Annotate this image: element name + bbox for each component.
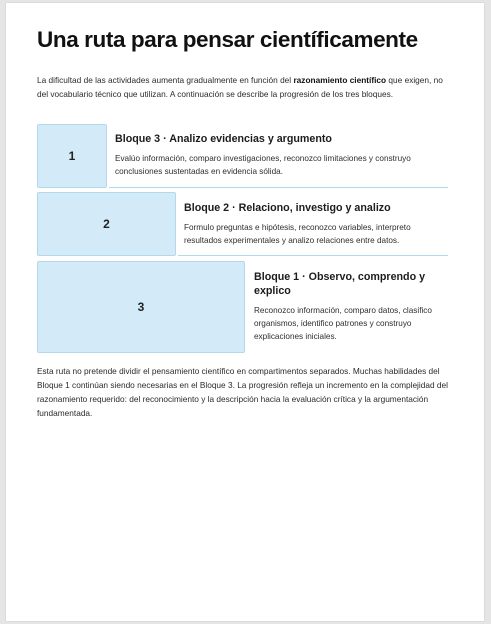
step-1-number: 1 [68, 149, 76, 163]
step-2-divider [178, 255, 448, 256]
step-1-box [37, 124, 107, 188]
step-1-title: Bloque 3 · Analizo evidencias y argumento [115, 133, 332, 145]
step-1-text [115, 132, 449, 178]
intro-text-start: La dificultad de las actividades aumenta gradualmente en función del [37, 75, 294, 85]
intro-text-end: que exigen, no del vocabulario técnico que utilizan. A continuación se describe la progresión de los tres bloques. [37, 75, 443, 99]
step-2-description: Formulo preguntas e hipótesis, reconozco variables, interpreto resultados experimentales y analizo relaciones entre datos. [184, 223, 411, 246]
step-3-number: 3 [137, 300, 145, 314]
step-2-box [37, 192, 176, 256]
closing-paragraph: Esta ruta no pretende dividir el pensamiento científico en compartimentos separados. Muchas habilidades del Bloque 1 continúan siendo necesarias en el Bloque 3. La progresión refleja un incremento en la complejidad del razonamiento requerido: del reconocimiento y la descripción hacia la evaluación crítica y la argumentación fundamentada. [37, 366, 448, 418]
document-page [6, 3, 484, 621]
page-title: Una ruta para pensar científicamente [37, 27, 418, 52]
step-2-title: Bloque 2 · Relaciono, investigo y analizo [184, 202, 391, 214]
step-3-box [37, 261, 245, 353]
step-3-text [254, 270, 434, 344]
step-3-description: Reconozco información, comparo datos, clasifico organismos, identifico patrones y construyo explicaciones iniciales. [254, 306, 432, 342]
step-2-number: 2 [103, 217, 110, 231]
step-2-text [184, 201, 449, 247]
intro-paragraph [37, 73, 451, 101]
step-3-title: Bloque 1 · Observo, comprendo y explico [254, 271, 426, 297]
step-1-description: Evalúo información, comparo investigaciones, reconozco limitaciones y construyo conclusiones sustentadas en evidencia sólida. [115, 154, 411, 177]
intro-emphasis: razonamiento científico [293, 75, 387, 85]
step-1-divider [109, 187, 448, 188]
